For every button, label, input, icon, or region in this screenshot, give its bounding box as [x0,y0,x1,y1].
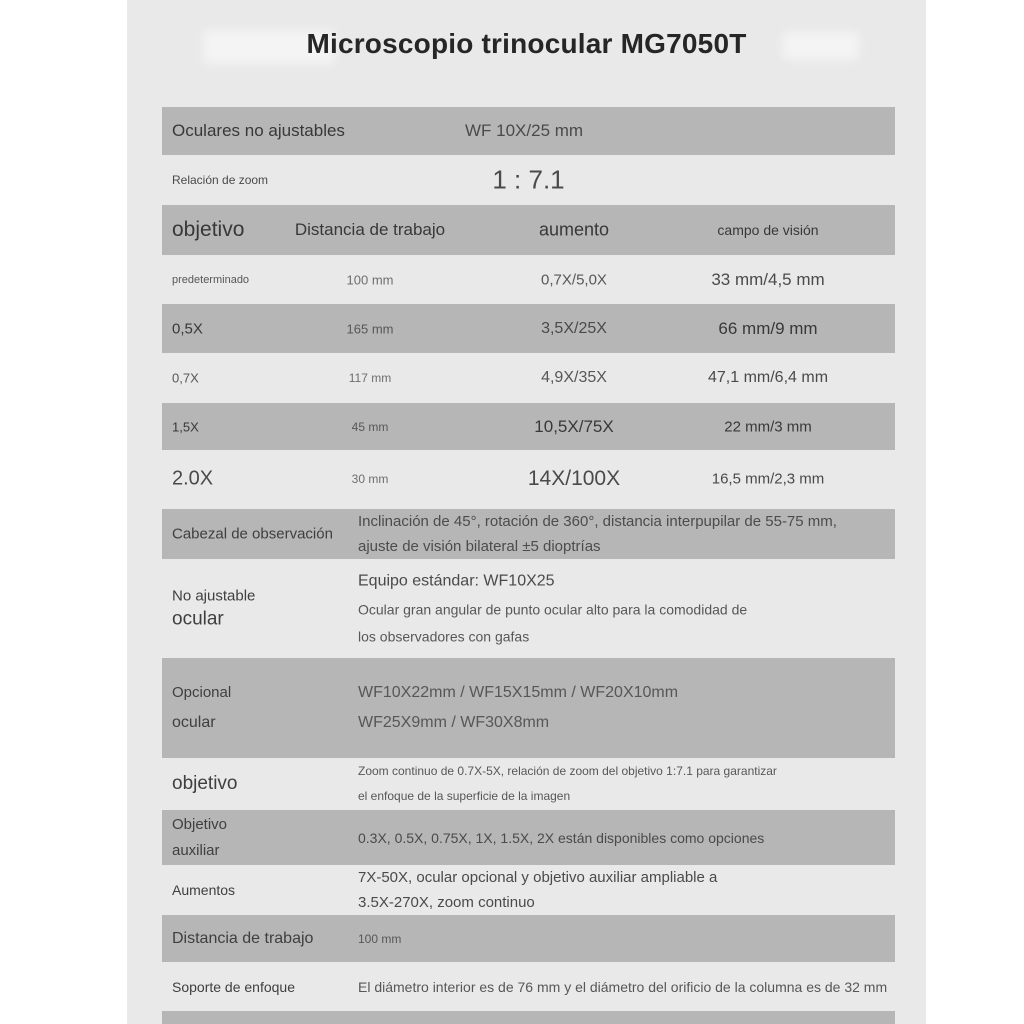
row-label: objetivo [172,773,238,794]
cell-distancia: 100 mm [346,272,394,287]
row-value-line1: WF10X22mm / WF15X15mm / WF20X10mm [358,684,679,701]
row-label: Aumentos [172,882,236,898]
cell-distancia: 45 mm [351,419,389,434]
spec-row-oculares [162,107,895,155]
cell-aumento: 0,7X/5,0X [541,271,607,288]
cell-campo: 66 mm/9 mm [718,318,818,338]
cell-aumento: 10,5X/75X [534,416,614,436]
row-value: 0.3X, 0.5X, 0.75X, 1X, 1.5X, 2X están disponibles como opciones [358,829,765,846]
row-value-line3: los observadores con gafas [358,628,530,644]
row-value: 1 : 7.1 [492,164,565,195]
cell-objetivo: predeterminado [172,273,250,286]
cell-objetivo: 2.0X [172,467,214,489]
row-value-line2: 3.5X-270X, zoom continuo [358,894,535,911]
row-label-line1: Objetivo [172,815,228,833]
table-row [162,304,895,353]
page-title: Microscopio trinocular MG7050T [306,28,747,59]
spec-row-distancia-trabajo [162,915,895,962]
cell-objetivo: 0,7X [172,370,199,386]
cell-objetivo: 1,5X [172,419,199,434]
cell-aumento: 4,9X/35X [541,369,607,386]
row-value-line1: 7X-50X, ocular opcional y objetivo auxiliar ampliable a [358,869,718,886]
table-header-row [162,205,895,255]
column-header-aumento: aumento [538,219,610,240]
cell-campo: 47,1 mm/6,4 mm [707,369,829,386]
row-label-line2: auxiliar [172,841,220,859]
column-header-objetivo: objetivo [172,218,245,241]
row-value: WF 10X/25 mm [465,121,584,140]
row-value-line2: el enfoque de la superficie de la imagen [358,789,571,803]
spec-row-objetivo-auxiliar [162,810,895,865]
row-label-line1: No ajustable [172,587,256,604]
row-label-line2: ocular [172,608,224,629]
spec-row-cabezal [162,509,895,559]
column-header-distancia: Distancia de trabajo [294,220,446,239]
row-label: Soporte de enfoque [172,978,295,995]
row-value-line2: Ocular gran angular de punto ocular alto para la comodidad de [358,601,748,617]
spec-row-ocular-opcional [162,658,895,758]
spec-panel [127,0,926,1024]
row-label: Oculares no ajustables [172,121,345,140]
cell-campo: 33 mm/4,5 mm [711,269,825,289]
row-value-line2: WF25X9mm / WF30X8mm [358,714,550,731]
row-value-line1: Inclinación de 45°, rotación de 360°, distancia interpupilar de 55-75 mm, [358,513,837,530]
row-value-line2: ajuste de visión bilateral ±5 dioptrías [358,538,601,555]
table-row [162,353,895,403]
row-label: Distancia de trabajo [172,929,314,947]
row-label-line1: Opcional [172,684,232,701]
cell-aumento: 3,5X/25X [541,319,607,337]
row-value: 100 mm [358,931,402,946]
cell-campo: 22 mm/3 mm [724,418,812,435]
spec-row-ocular-no-ajustable [162,559,895,658]
spec-row-relacion-zoom [162,155,895,205]
spec-row-objetivo [162,758,895,810]
spec-row-soporte-enfoque [162,962,895,1011]
table-row [162,255,895,304]
row-label: Relación de zoom [172,173,269,187]
row-value: El diámetro interior es de 76 mm y el diámetro del orificio de la columna es de 32 mm [358,978,888,995]
cell-distancia: 165 mm [346,321,394,336]
row-label-line2: ocular [172,714,216,731]
row-label: Cabezal de observación [172,525,333,543]
cell-distancia: 30 mm [351,471,389,486]
cell-distancia: 117 mm [348,371,392,385]
table-row [162,450,895,507]
spec-row-aumentos [162,865,895,915]
cell-campo: 16,5 mm/2,3 mm [711,470,825,487]
column-header-campo: campo de visión [717,222,819,238]
cell-objetivo: 0,5X [172,320,203,337]
table-row [162,403,895,450]
row-value-line1: Equipo estándar: WF10X25 [358,572,555,589]
spec-row-partial-bottom [162,1011,895,1024]
cell-aumento: 14X/100X [527,466,621,490]
row-value-line1: Zoom continuo de 0.7X-5X, relación de zoom del objetivo 1:7.1 para garantizar [358,764,777,778]
